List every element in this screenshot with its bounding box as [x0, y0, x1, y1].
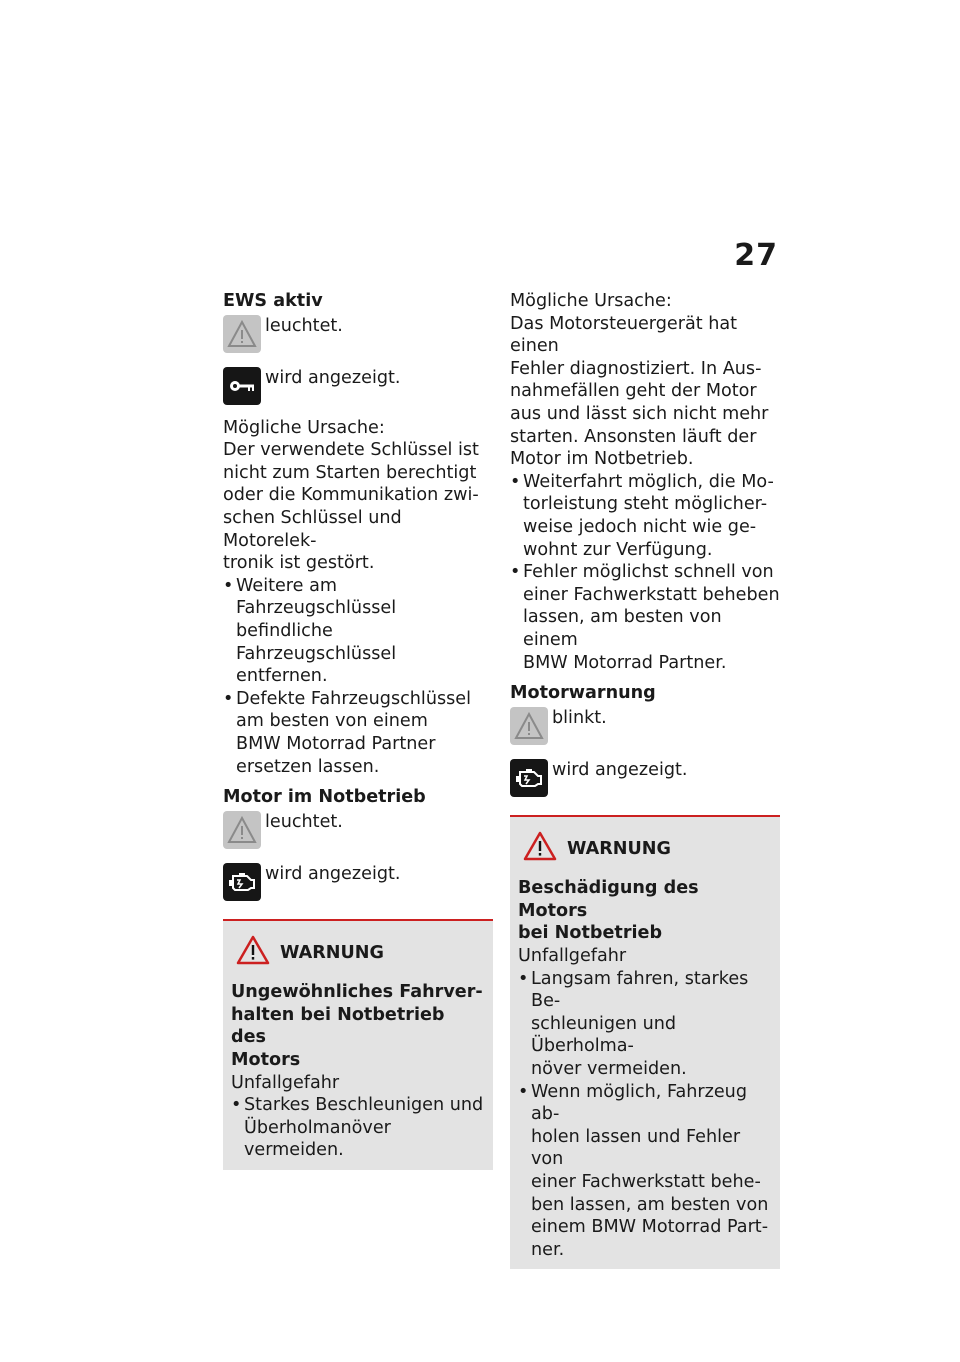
list-item: • Fehler möglichst schnell von einer Fachwerkstatt beheben lassen, am besten von einem BMW Motorrad Partner. — [510, 561, 780, 674]
motorwarnung-indicator-row-2 — [510, 759, 780, 797]
warning-title-line: halten bei Notbetrieb des — [231, 1004, 445, 1048]
warning-subtitle: Unfallgefahr — [518, 946, 627, 967]
general-warning-icon — [223, 811, 261, 849]
warning-triangle-icon — [236, 935, 270, 972]
list-item: • Starkes Beschleunigen und Überholmanöver vermeiden. — [231, 1094, 485, 1162]
warning-label: WARNUNG — [567, 838, 671, 859]
list-item: • Wenn möglich, Fahrzeug ab- holen lassen und Fehler von einer Fachwerkstatt behe- ben lassen, am besten von einem BMW Motorrad Part- ner. — [518, 1081, 772, 1262]
warning-title-line: Motors — [231, 1050, 301, 1071]
cause-line: nahmefällen geht der Motor — [510, 381, 757, 402]
ews-cause-line: schen Schlüssel und Motorelek- — [223, 507, 402, 551]
warning-title-line: Ungewöhnliches Fahrver- — [231, 982, 483, 1003]
cause-line: Das Motorsteuergerät hat einen — [510, 313, 738, 357]
warning-box-motorwarnung — [510, 815, 780, 1270]
warning-label: WARNUNG — [280, 942, 384, 963]
ews-heading: EWS aktiv — [223, 291, 323, 311]
warning-box-notbetrieb — [223, 919, 493, 1170]
page-number: 27 — [734, 238, 778, 273]
list-item: • Defekte Fahrzeugschlüssel am besten von einem BMW Motorrad Partner ersetzen lassen. — [223, 688, 493, 778]
warning-header — [518, 831, 772, 868]
warning-title-line: bei Notbetrieb — [518, 923, 663, 944]
warning-bullet-list — [518, 968, 772, 1262]
general-warning-icon — [510, 707, 548, 745]
ews-cause-title: Mögliche Ursache: — [223, 417, 385, 438]
ews-cause-line: tronik ist gestört. — [223, 553, 375, 574]
warning-subtitle: Unfallgefahr — [231, 1072, 340, 1093]
engine-icon — [510, 759, 548, 797]
ews-icon1-text: leuchtet. — [265, 315, 343, 336]
notbetrieb-indicator-row-2 — [223, 863, 493, 901]
ews-cause-line: nicht zum Starten berechtigt — [223, 462, 477, 483]
notbetrieb-icon2-text: wird angezeigt. — [265, 863, 401, 884]
ews-cause-line: Der verwendete Schlüssel ist — [223, 440, 479, 461]
warning-bullet-list — [231, 1094, 485, 1162]
warning-title-line: Beschädigung des Motors — [518, 878, 699, 921]
cause-bullet-list — [510, 471, 780, 674]
key-icon — [223, 367, 261, 405]
list-item: • Langsam fahren, starkes Be- schleunigen und Überholma- növer vermeiden. — [518, 968, 772, 1081]
list-item: • Weitere am Fahrzeugschlüssel befindliche Fahrzeugschlüssel entfernen. — [223, 575, 493, 688]
ews-cause-line: oder die Kommunikation zwi- — [223, 485, 479, 506]
notbetrieb-icon1-text: leuchtet. — [265, 811, 343, 832]
cause-line: Motor im Notbetrieb. — [510, 449, 694, 470]
motorwarnung-heading: Motorwarnung — [510, 683, 656, 704]
motorwarnung-icon2-text: wird angezeigt. — [552, 759, 688, 780]
ews-icon2-text: wird angezeigt. — [265, 367, 401, 388]
list-item: • Weiterfahrt möglich, die Mo- torleistung steht möglicher- weise jedoch nicht wie ge- wohnt zur Verfügung. — [510, 471, 780, 561]
cause-line: starten. Ansonsten läuft der — [510, 426, 757, 447]
notbetrieb-heading: Motor im Notbetrieb — [223, 787, 426, 808]
motorwarnung-icon1-text: blinkt. — [552, 707, 607, 728]
motorwarnung-indicator-row-1 — [510, 707, 780, 745]
left-column — [223, 290, 493, 1170]
ews-bullet-list — [223, 575, 493, 778]
right-column — [510, 290, 780, 1269]
cause-line: Fehler diagnostiziert. In Aus- — [510, 358, 762, 379]
engine-icon — [223, 863, 261, 901]
warning-triangle-icon — [523, 831, 557, 868]
cause-line: aus und lässt sich nicht mehr — [510, 403, 769, 424]
cause-title: Mögliche Ursache: — [510, 291, 672, 311]
warning-header — [231, 935, 485, 972]
general-warning-icon — [223, 315, 261, 353]
ews-indicator-row-2 — [223, 367, 493, 405]
notbetrieb-indicator-row-1 — [223, 811, 493, 849]
ews-indicator-row-1 — [223, 315, 493, 353]
